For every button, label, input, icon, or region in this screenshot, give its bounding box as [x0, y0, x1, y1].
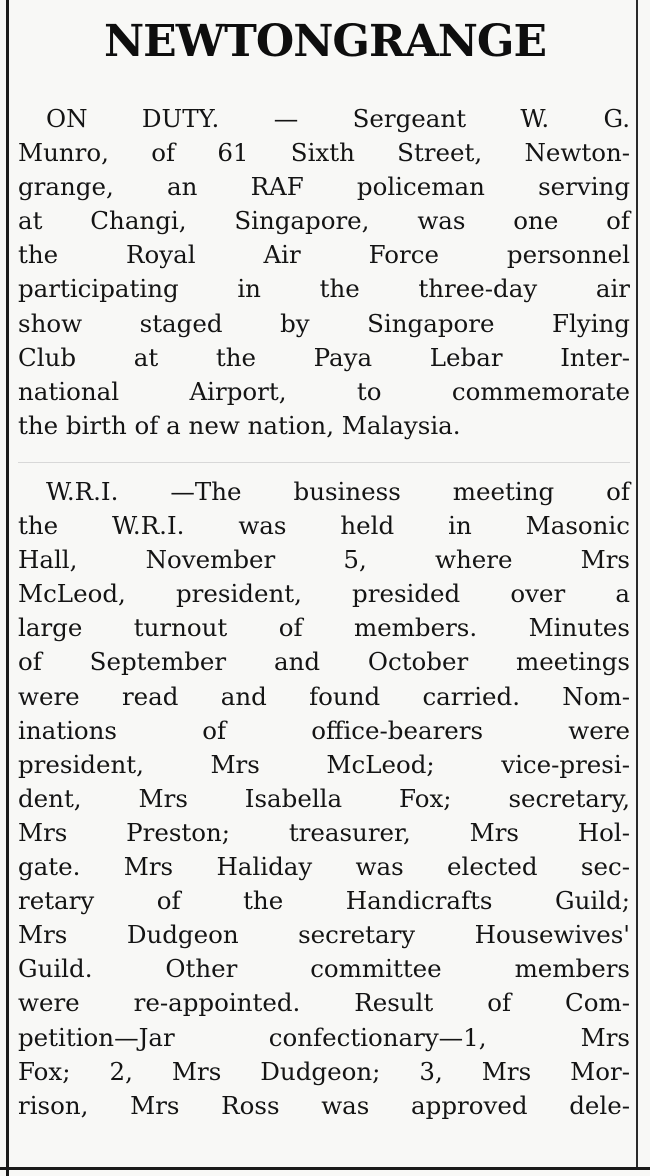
headline: NEWTONGRANGE — [103, 16, 547, 67]
paragraph-divider — [18, 462, 630, 463]
paragraph-on-duty — [18, 102, 630, 443]
paragraph-line: the Royal Air Force personnel — [18, 240, 630, 270]
paragraph-line: dent, Mrs Isabella Fox; secretary, — [18, 783, 630, 813]
paragraph-line: of September and October meetings — [18, 647, 630, 677]
paragraph-line: Munro, of 61 Sixth Street, Newton- — [18, 138, 630, 168]
paragraph-line: were read and found carried. Nom- — [18, 681, 630, 711]
paragraph-line: Mrs Preston; treasurer, Mrs Hol- — [18, 817, 630, 847]
paragraph-line: grange, an RAF policeman serving — [18, 172, 630, 202]
column-rule-right — [636, 0, 638, 1168]
paragraph-line: large turnout of members. Minutes — [18, 613, 630, 643]
paragraph-line: president, Mrs McLeod; vice-presi- — [18, 749, 630, 779]
paragraph-line: McLeod, president, presided over a — [18, 579, 630, 609]
paragraph-line: rison, Mrs Ross was approved dele- — [18, 1090, 630, 1120]
paragraph-line: W.R.I. —The business meeting of — [46, 477, 630, 506]
paragraph-line: at Changi, Singapore, was one of — [18, 206, 630, 236]
paragraph-line: Fox; 2, Mrs Dudgeon; 3, Mrs Mor- — [18, 1056, 630, 1086]
column-rule-left — [6, 0, 9, 1176]
paragraph-line: ON DUTY. — Sergeant W. G. — [46, 104, 630, 133]
column-rule-bottom — [0, 1167, 650, 1170]
paragraph-wri — [18, 475, 630, 1123]
paragraph-line: show staged by Singapore Flying — [18, 308, 630, 338]
paragraph-line: the W.R.I. was held in Masonic — [18, 511, 630, 541]
paragraph-line: national Airport, to commemorate — [18, 376, 630, 406]
paragraph-line: participating in the three-day air — [18, 274, 630, 304]
paragraph-line: were re-appointed. Result of Com- — [18, 988, 630, 1018]
paragraph-line: the birth of a new nation, Malaysia. — [18, 410, 461, 440]
paragraph-line: retary of the Handicrafts Guild; — [18, 886, 630, 916]
paragraph-line: gate. Mrs Haliday was elected sec- — [18, 852, 630, 882]
paragraph-line: Guild. Other committee members — [18, 954, 630, 984]
paragraph-line: Club at the Paya Lebar Inter- — [18, 342, 630, 372]
paragraph-line: Hall, November 5, where Mrs — [18, 545, 630, 575]
paragraph-line: Mrs Dudgeon secretary Housewives' — [18, 920, 630, 950]
paragraph-line: petition—Jar confectionary—1, Mrs — [18, 1022, 630, 1052]
paragraph-line: inations of office-bearers were — [18, 715, 630, 745]
